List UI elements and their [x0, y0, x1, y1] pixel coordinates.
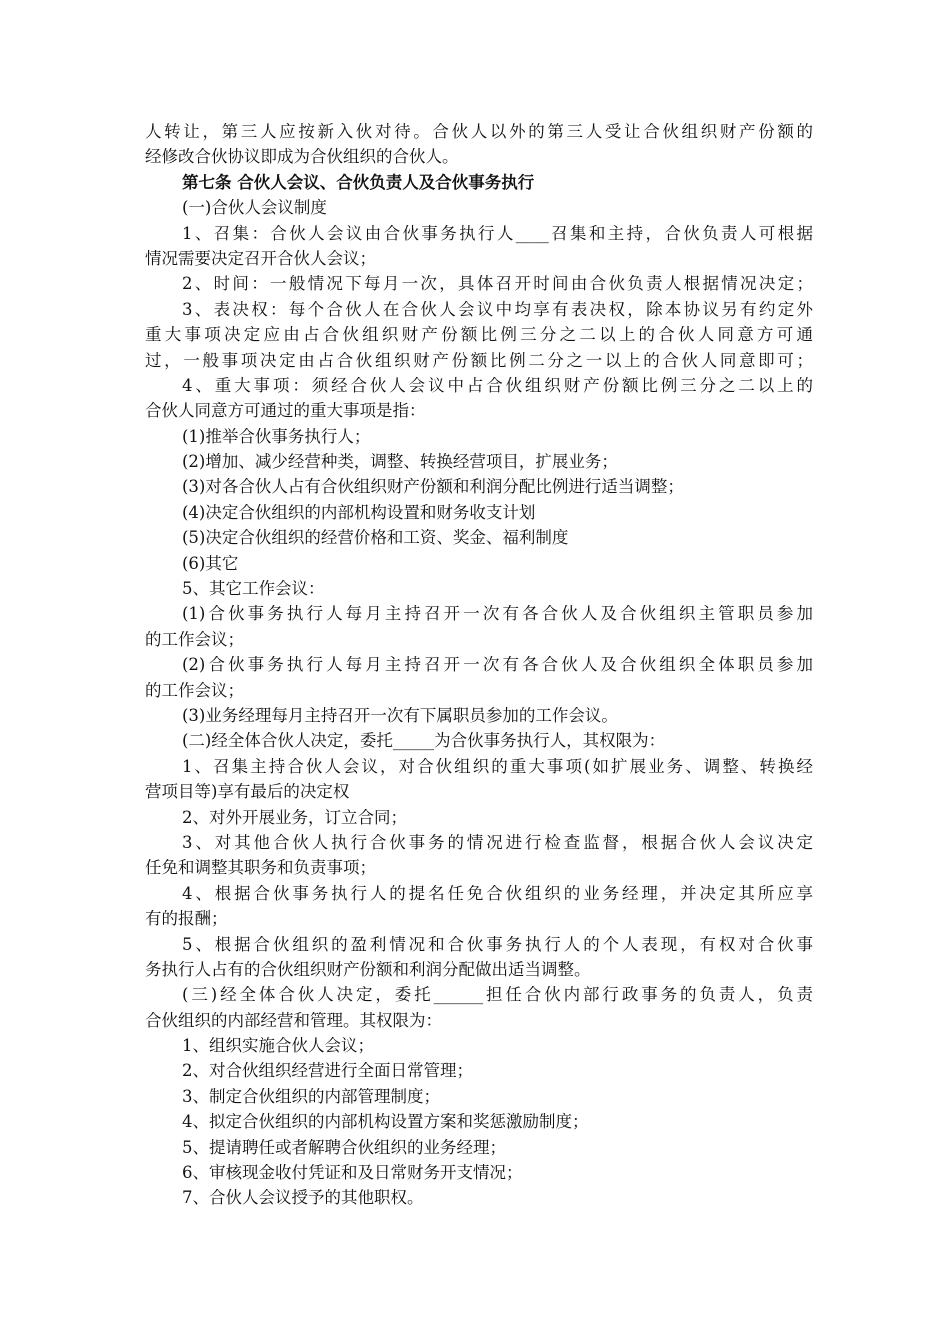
text-line: (6)其它 — [182, 553, 239, 573]
text-line: 有的报酬； — [145, 909, 228, 929]
text-line: (1)合伙事务执行人每月主持召开一次有各合伙人及合伙组织主管职员参加 — [182, 604, 813, 624]
text-line: 4、根据合伙事务执行人的提名任免合伙组织的业务经理，并决定其所应享 — [182, 883, 813, 903]
text-line: 5、提请聘任或者解聘合伙组织的业务经理； — [182, 1137, 506, 1157]
text-line: (三)经全体合伙人决定，委托______担任合伙内部行政事务的负责人，负责 — [182, 985, 813, 1005]
text-line: 3、表决权：每个合伙人在合伙人会议中均享有表决权，除本协议另有约定外 — [182, 299, 813, 319]
document-page — [145, 119, 813, 1211]
text-line: 1、召集主持合伙人会议，对合伙组织的重大事项(如扩展业务、调整、转换经 — [182, 756, 813, 776]
text-line: 5、根据合伙组织的盈利情况和合伙事务执行人的个人表现，有权对合伙事 — [182, 934, 813, 954]
text-line: 3、对其他合伙人执行合伙事务的情况进行检查监督，根据合伙人会议决定 — [182, 832, 813, 852]
text-line: 1、组织实施合伙人会议； — [182, 1036, 374, 1056]
text-line: 过，一般事项决定由占合伙组织财产份额比例二分之一以上的合伙人同意即可； — [145, 350, 813, 370]
text-line: 合伙组织的内部经营和管理。其权限为： — [145, 1010, 442, 1030]
text-line: (二)经全体合伙人决定，委托_____为合伙事务执行人，其权限为： — [182, 731, 666, 751]
text-line: 2、时间：一般情况下每月一次，具体召开时间由合伙负责人根据情况决定； — [182, 274, 813, 294]
text-line: 1、召集：合伙人会议由合伙事务执行人____召集和主持，合伙负责人可根据 — [182, 223, 813, 243]
text-line: 情况需要决定召开合伙人会议； — [145, 248, 376, 268]
text-line: 人转让，第三人应按新入伙对待。合伙人以外的第三人受让合伙组织财产份额的 — [145, 122, 813, 141]
text-line: 重大事项决定应由占合伙组织财产份额比例三分之二以上的合伙人同意方可通 — [145, 325, 813, 345]
text-line: (5)决定合伙组织的经营价格和工资、奖金、福利制度 — [182, 528, 569, 548]
text-line: 6、审核现金收付凭证和及日常财务开支情况； — [182, 1163, 523, 1183]
section-heading: 第七条 合伙人会议、合伙负责人及合伙事务执行 — [182, 172, 535, 192]
text-line: (2)增加、减少经营种类，调整、转换经营项目，扩展业务； — [182, 452, 618, 472]
text-line: 的工作会议； — [145, 680, 244, 700]
text-line: (4)决定合伙组织的内部机构设置和财务收支计划 — [182, 502, 536, 522]
text-line: 经修改合伙协议即成为合伙组织的合伙人。 — [145, 147, 459, 167]
text-line: 7、合伙人会议授予的其他职权。 — [182, 1188, 424, 1208]
text-line: (3)业务经理每月主持召开一次有下属职员参加的工作会议。 — [182, 705, 618, 725]
text-line: (3)对各合伙人占有合伙组织财产份额和利润分配比例进行适当调整； — [182, 477, 684, 497]
text-line: (2)合伙事务执行人每月主持召开一次有各合伙人及合伙组织全体职员参加 — [182, 655, 813, 675]
text-line: 4、重大事项：须经合伙人会议中占合伙组织财产份额比例三分之二以上的 — [182, 375, 813, 395]
text-line: 2、对外开展业务，订立合同； — [182, 807, 407, 827]
text-line: (一)合伙人会议制度 — [182, 198, 327, 218]
text-line: 2、对合伙组织经营进行全面日常管理； — [182, 1061, 473, 1081]
text-line: 3、制定合伙组织的内部管理制度； — [182, 1086, 440, 1106]
text-line: 4、拟定合伙组织的内部机构设置方案和奖惩激励制度； — [182, 1112, 589, 1132]
text-line: 的工作会议； — [145, 629, 244, 649]
text-line: 务执行人占有的合伙组织财产份额和利润分配做出适当调整。 — [145, 959, 591, 979]
text-line: 合伙人同意方可通过的重大事项是指： — [145, 401, 426, 421]
text-line: 5、其它工作会议： — [182, 579, 325, 599]
text-line: 营项目等)享有最后的决定权 — [145, 782, 350, 802]
text-line: 任免和调整其职务和负责事项； — [145, 858, 376, 878]
text-line: (1)推举合伙事务执行人； — [182, 426, 371, 446]
